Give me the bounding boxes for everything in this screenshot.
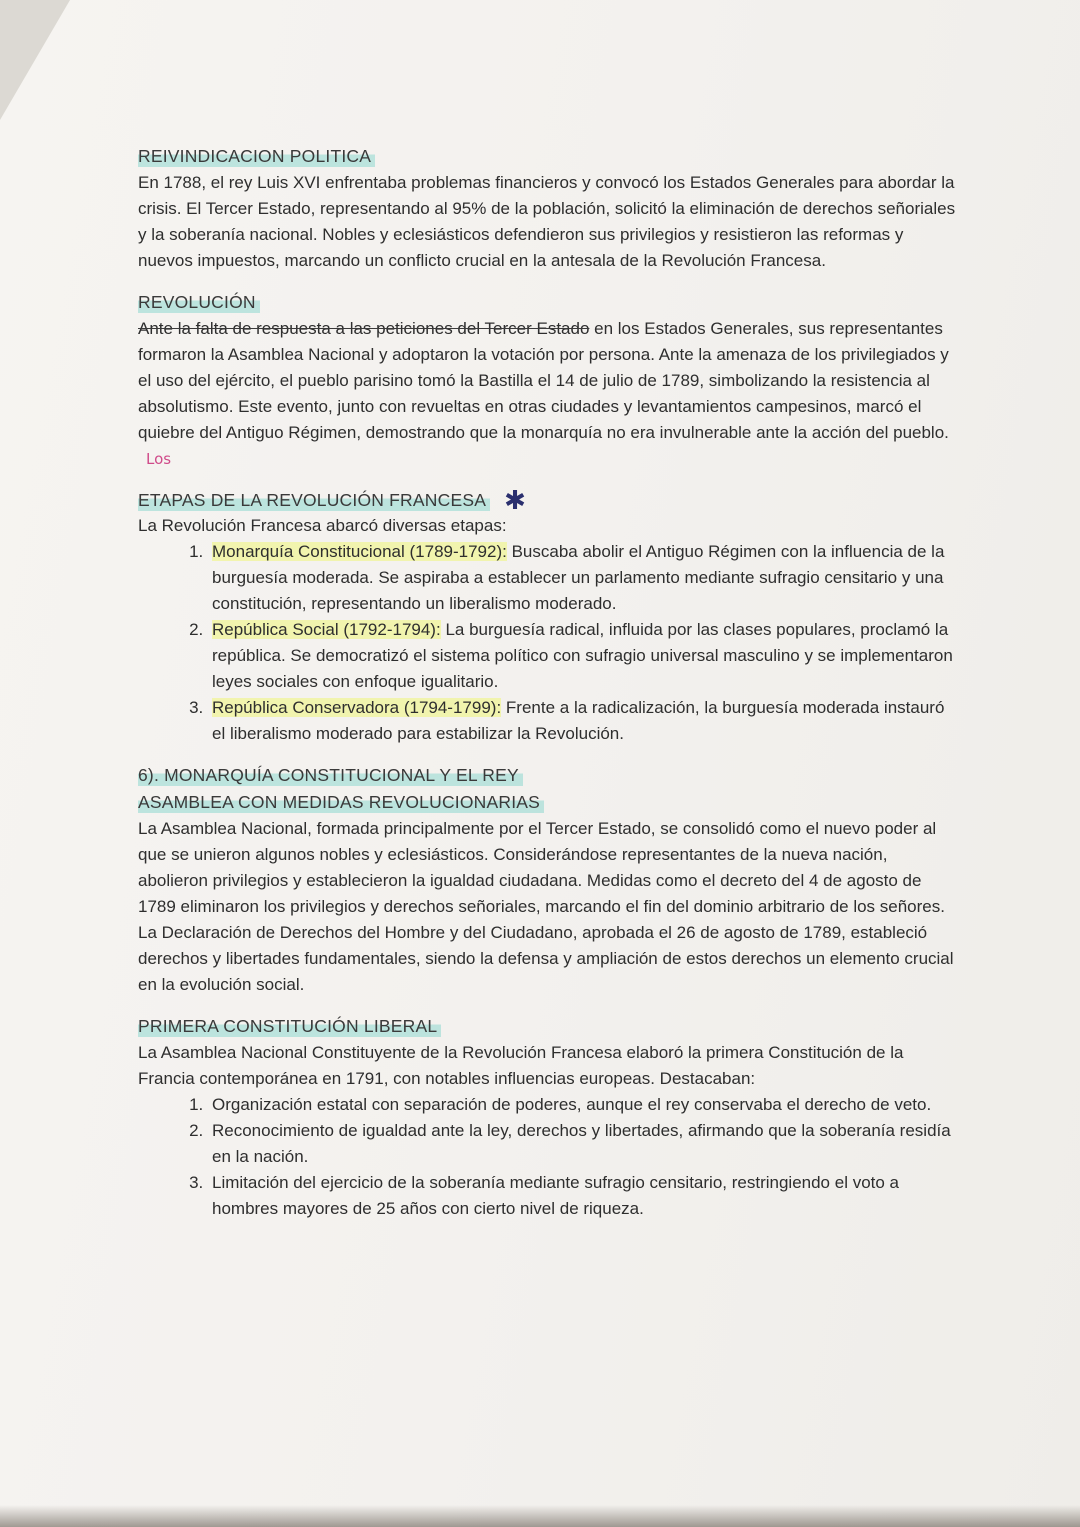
section-revolucion <box>138 289 958 472</box>
list-item: 1. Organización estatal con separación de poderes, aunque el rey conservaba el derecho de veto. <box>208 1092 958 1118</box>
section-paragraph-wrap <box>138 316 958 472</box>
section-paragraph: La Asamblea Nacional Constituyente de la Revolución Francesa elaboró la primera Constitución de la Francia contemporánea en 1791, con notables influencias europeas. Destacaban: <box>138 1043 904 1088</box>
heading-row <box>138 487 958 513</box>
list-item <box>208 695 958 747</box>
section-heading: REVOLUCIÓN <box>138 289 260 315</box>
section-intro: La Revolución Francesa abarcó diversas etapas: <box>138 516 507 535</box>
list-item: 2. Reconocimiento de igualdad ante la ley, derechos y libertades, afirmando que la soberanía residía en la nación. <box>208 1118 958 1170</box>
item-text: La burguesía radical, influida por las clases populares, proclamó la república. Se democratizó el sistema político con sufragio universal masculino y se implementaron leyes sociales con enfoque igualitario. <box>212 620 953 691</box>
list-item <box>208 539 958 617</box>
page-bottom-shadow <box>0 1505 1080 1527</box>
struck-text: Ante la falta de respuesta a las peticiones del Tercer Estado <box>138 319 590 338</box>
page-corner-fold <box>0 0 70 120</box>
item-label: República Conservadora (1794-1799): <box>212 698 502 717</box>
item-text: Frente a la radicalización, la burguesía moderada instauró el liberalismo moderado para estabilizar la Revolución. <box>212 698 945 743</box>
section-etapas <box>138 487 958 747</box>
document-content <box>138 143 958 1237</box>
margin-note: Los <box>146 450 172 468</box>
section-heading: PRIMERA CONSTITUCIÓN LIBERAL <box>138 1013 441 1039</box>
item-label: Monarquía Constitucional (1789-1792): <box>212 542 507 561</box>
constitution-list <box>138 1092 958 1222</box>
section-heading: ETAPAS DE LA REVOLUCIÓN FRANCESA <box>138 487 490 513</box>
asterisk-icon: ✱ <box>504 485 526 515</box>
section-heading: REIVINDICACION POLITICA <box>138 143 375 169</box>
section-paragraph: en los Estados Generales, sus representantes formaron la Asamblea Nacional y adoptaron la votación por persona. Ante la amenaza de los privilegiados y el uso del ejército, el pueblo parisino tomó la Bastilla el 14 de julio de 1789, simbolizando la resistencia al absolutismo. Este evento, junto con revueltas en otras ciudades y levantamientos campesinos, marcó el quiebre del Antiguo Régimen, demostrando que la monarquía no era invulnerable ante la acción del pueblo. <box>138 319 949 442</box>
item-text: Buscaba abolir el Antiguo Régimen con la influencia de la burguesía moderada. Se aspiraba a establecer un parlamento mediante sufragio censitario y una constitución, representando un liberalismo moderado. <box>212 542 945 613</box>
section-constitucion <box>138 1013 958 1222</box>
section-heading: 6). MONARQUÍA CONSTITUCIONAL Y EL REY <box>138 762 523 788</box>
section-subheading: ASAMBLEA CON MEDIDAS REVOLUCIONARIAS <box>138 789 544 815</box>
section-reivindicacion <box>138 143 958 274</box>
section-paragraph: La Asamblea Nacional, formada principalmente por el Tercer Estado, se consolidó como el nuevo poder al que se unieron algunos nobles y eclesiásticos. Considerándose representantes de la nueva nación, abolieron privilegios y establecieron la igualdad ciudadana. Medidas como el decreto del 4 de agosto de 1789 eliminaron los privilegios y derechos señoriales, marcando el fin del dominio arbitrario de los señores. La Declaración de Derechos del Hombre y del Ciudadano, aprobada el 26 de agosto de 1789, estableció derechos y libertades fundamentales, siendo la defensa y ampliación de estos derechos un elemento crucial en la evolución social. <box>138 819 954 994</box>
section-monarquia <box>138 762 958 998</box>
section-paragraph: En 1788, el rey Luis XVI enfrentaba problemas financieros y convocó los Estados Generales para abordar la crisis. El Tercer Estado, representando al 95% de la población, solicitó la eliminación de derechos señoriales y la soberanía nacional. Nobles y eclesiásticos defendieron sus privilegios y resistieron las reformas y nuevos impuestos, marcando un conflicto crucial en la antesala de la Revolución Francesa. <box>138 173 956 270</box>
stages-list <box>138 539 958 747</box>
list-item <box>208 617 958 695</box>
list-item: 3. Limitación del ejercicio de la soberanía mediante sufragio censitario, restringiendo el voto a hombres mayores de 25 años con cierto nivel de riqueza. <box>208 1170 958 1222</box>
item-label: República Social (1792-1794): <box>212 620 441 639</box>
